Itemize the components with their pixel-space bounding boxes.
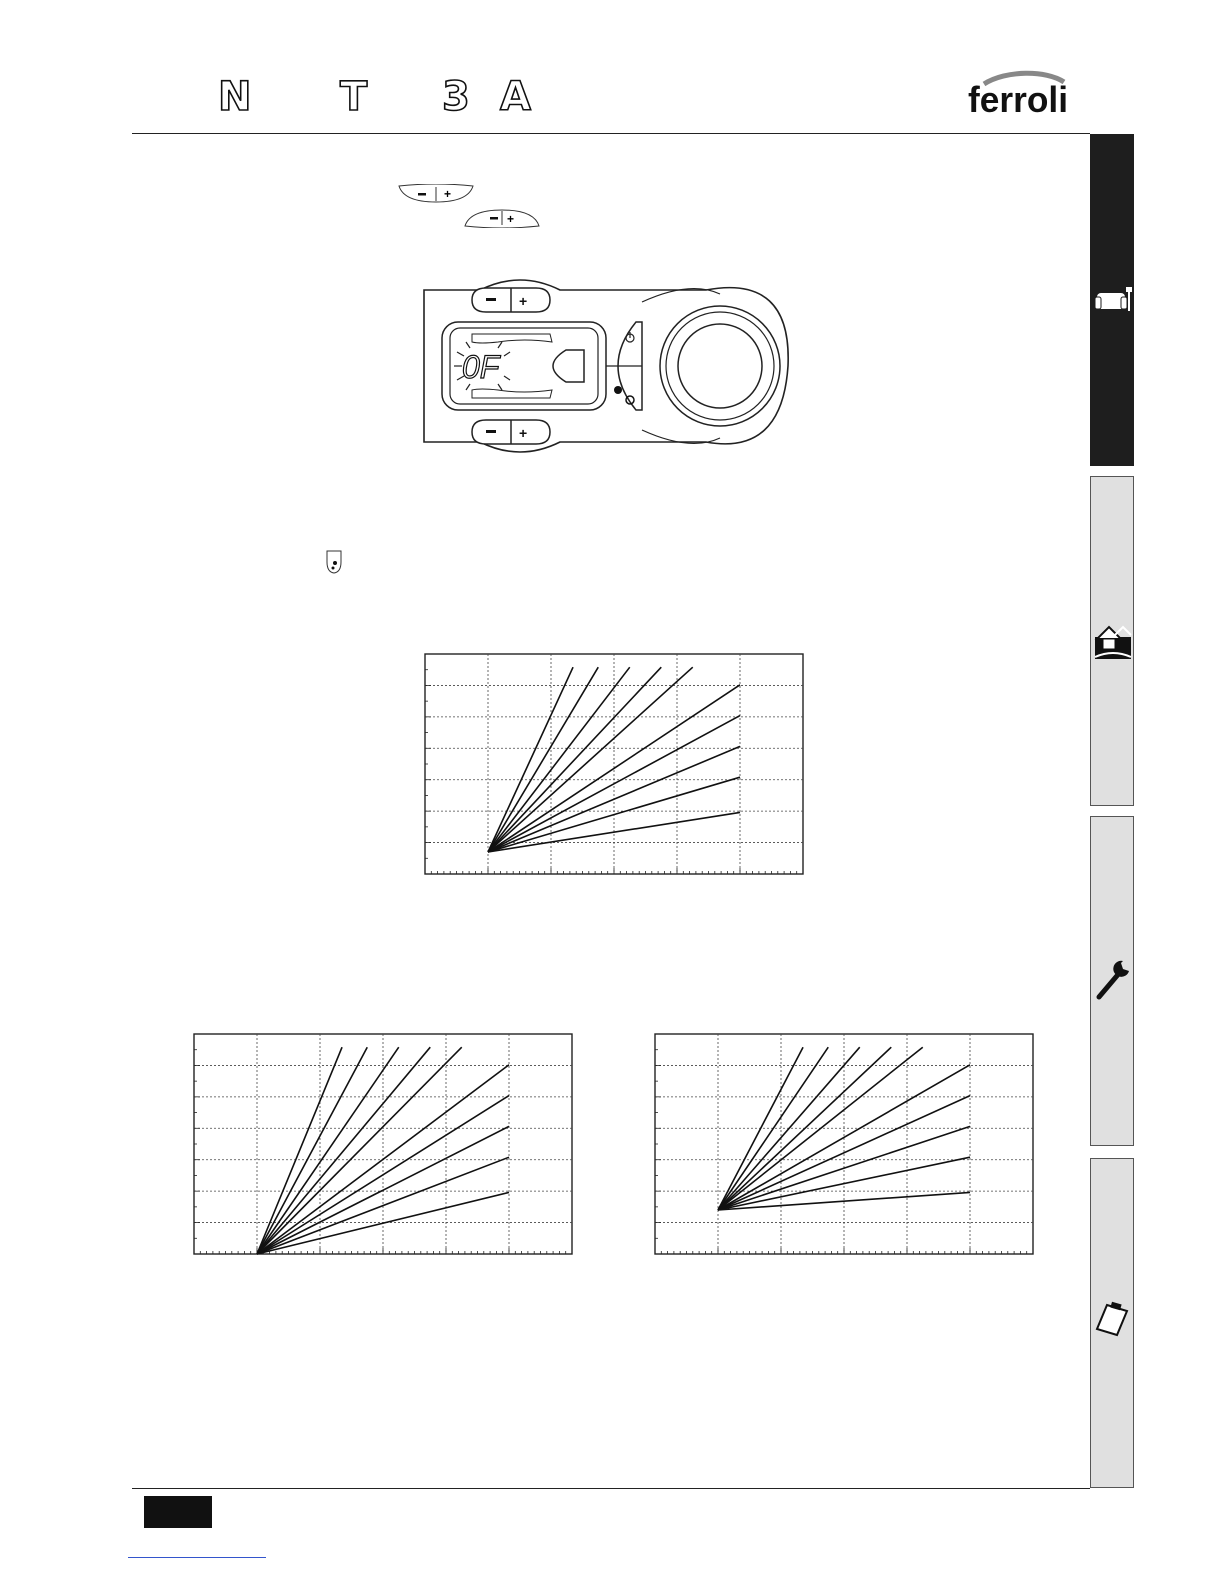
header-letter-t: T (340, 74, 368, 120)
reset-icon (326, 550, 342, 574)
side-tab-installer[interactable] (1090, 476, 1134, 806)
minus-plus-pill-icon (398, 184, 474, 204)
header-letter-n: N (218, 74, 252, 120)
footer-link-underline[interactable] (128, 1557, 266, 1558)
ferroli-logo (966, 70, 1070, 124)
header-letter-3: 3 (442, 74, 470, 120)
page-number-box (144, 1496, 212, 1528)
brand-name: ferroli (968, 79, 1068, 120)
svg-text:+: + (444, 187, 452, 201)
minus-plus-pill-icon-2 (464, 208, 540, 228)
svg-text:+: + (519, 425, 528, 441)
footer-rule (132, 1488, 1090, 1489)
top-button-group[interactable] (472, 288, 550, 312)
regulation-knob[interactable] (678, 324, 762, 408)
display-code: 0F (462, 349, 500, 385)
chart-main (424, 653, 804, 876)
clipboard-icon (1093, 1299, 1133, 1339)
control-panel-illustration (420, 266, 792, 466)
side-tab-specs[interactable] (1090, 1158, 1134, 1488)
bottom-button-group[interactable] (472, 420, 550, 444)
chart-right (654, 1033, 1034, 1256)
chart-left (193, 1033, 573, 1256)
sofa-icon (1093, 283, 1133, 317)
header-rule (132, 133, 1090, 134)
header-letter-a: A (500, 74, 531, 120)
svg-text:+: + (519, 293, 528, 309)
house-icon (1093, 621, 1133, 659)
svg-text:+: + (507, 212, 515, 226)
side-tab-user[interactable] (1090, 134, 1134, 466)
wrench-icon (1093, 957, 1133, 1001)
side-tab-service[interactable] (1090, 816, 1134, 1146)
